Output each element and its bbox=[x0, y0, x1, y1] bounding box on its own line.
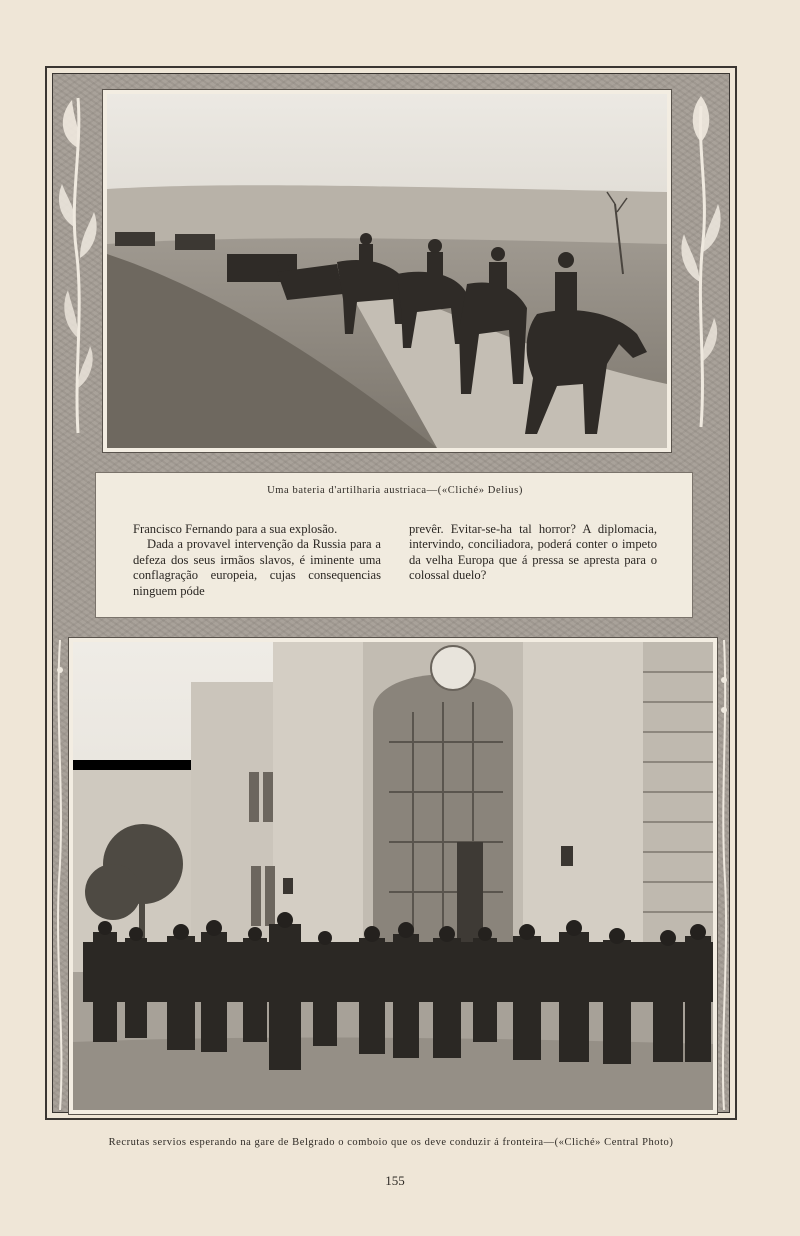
article-column-left bbox=[133, 522, 381, 599]
article-paragraph: prevêr. Evitar-se-ha tal horror? A diplomacia, intervindo, conciliadora, poderá conter o impeto da velha Europa que á pressa se apresta para o colossal duelo? bbox=[409, 522, 657, 583]
right-vine-ornament bbox=[718, 640, 730, 1110]
article-paragraph: Dada a provavel intervenção da Russia para a defeza dos seus irmãos slavos, é iminente uma conflagração europeia, cujas consequencias ninguem póde bbox=[133, 537, 381, 598]
right-floral-ornament bbox=[676, 92, 726, 432]
article-text-panel bbox=[95, 472, 693, 618]
belgrade-station-recruits-photo bbox=[69, 638, 717, 1114]
article-column-right bbox=[409, 522, 657, 584]
left-vine-ornament bbox=[53, 640, 67, 1110]
bottom-photo-caption: Recrutas servios esperando na gare de Belgrado o comboio que os deve conduzir á fronteira—(«Cliché» Central Photo) bbox=[108, 1137, 674, 1148]
article-paragraph: Francisco Fernando para a sua explosão. bbox=[133, 522, 338, 536]
top-photo-caption: Uma bateria d'artilharia austriaca—(«Cliché» Delius) bbox=[267, 485, 523, 496]
artillery-battery-photo bbox=[103, 90, 671, 452]
left-floral-ornament bbox=[54, 88, 102, 438]
page-number: 155 bbox=[385, 1173, 405, 1188]
